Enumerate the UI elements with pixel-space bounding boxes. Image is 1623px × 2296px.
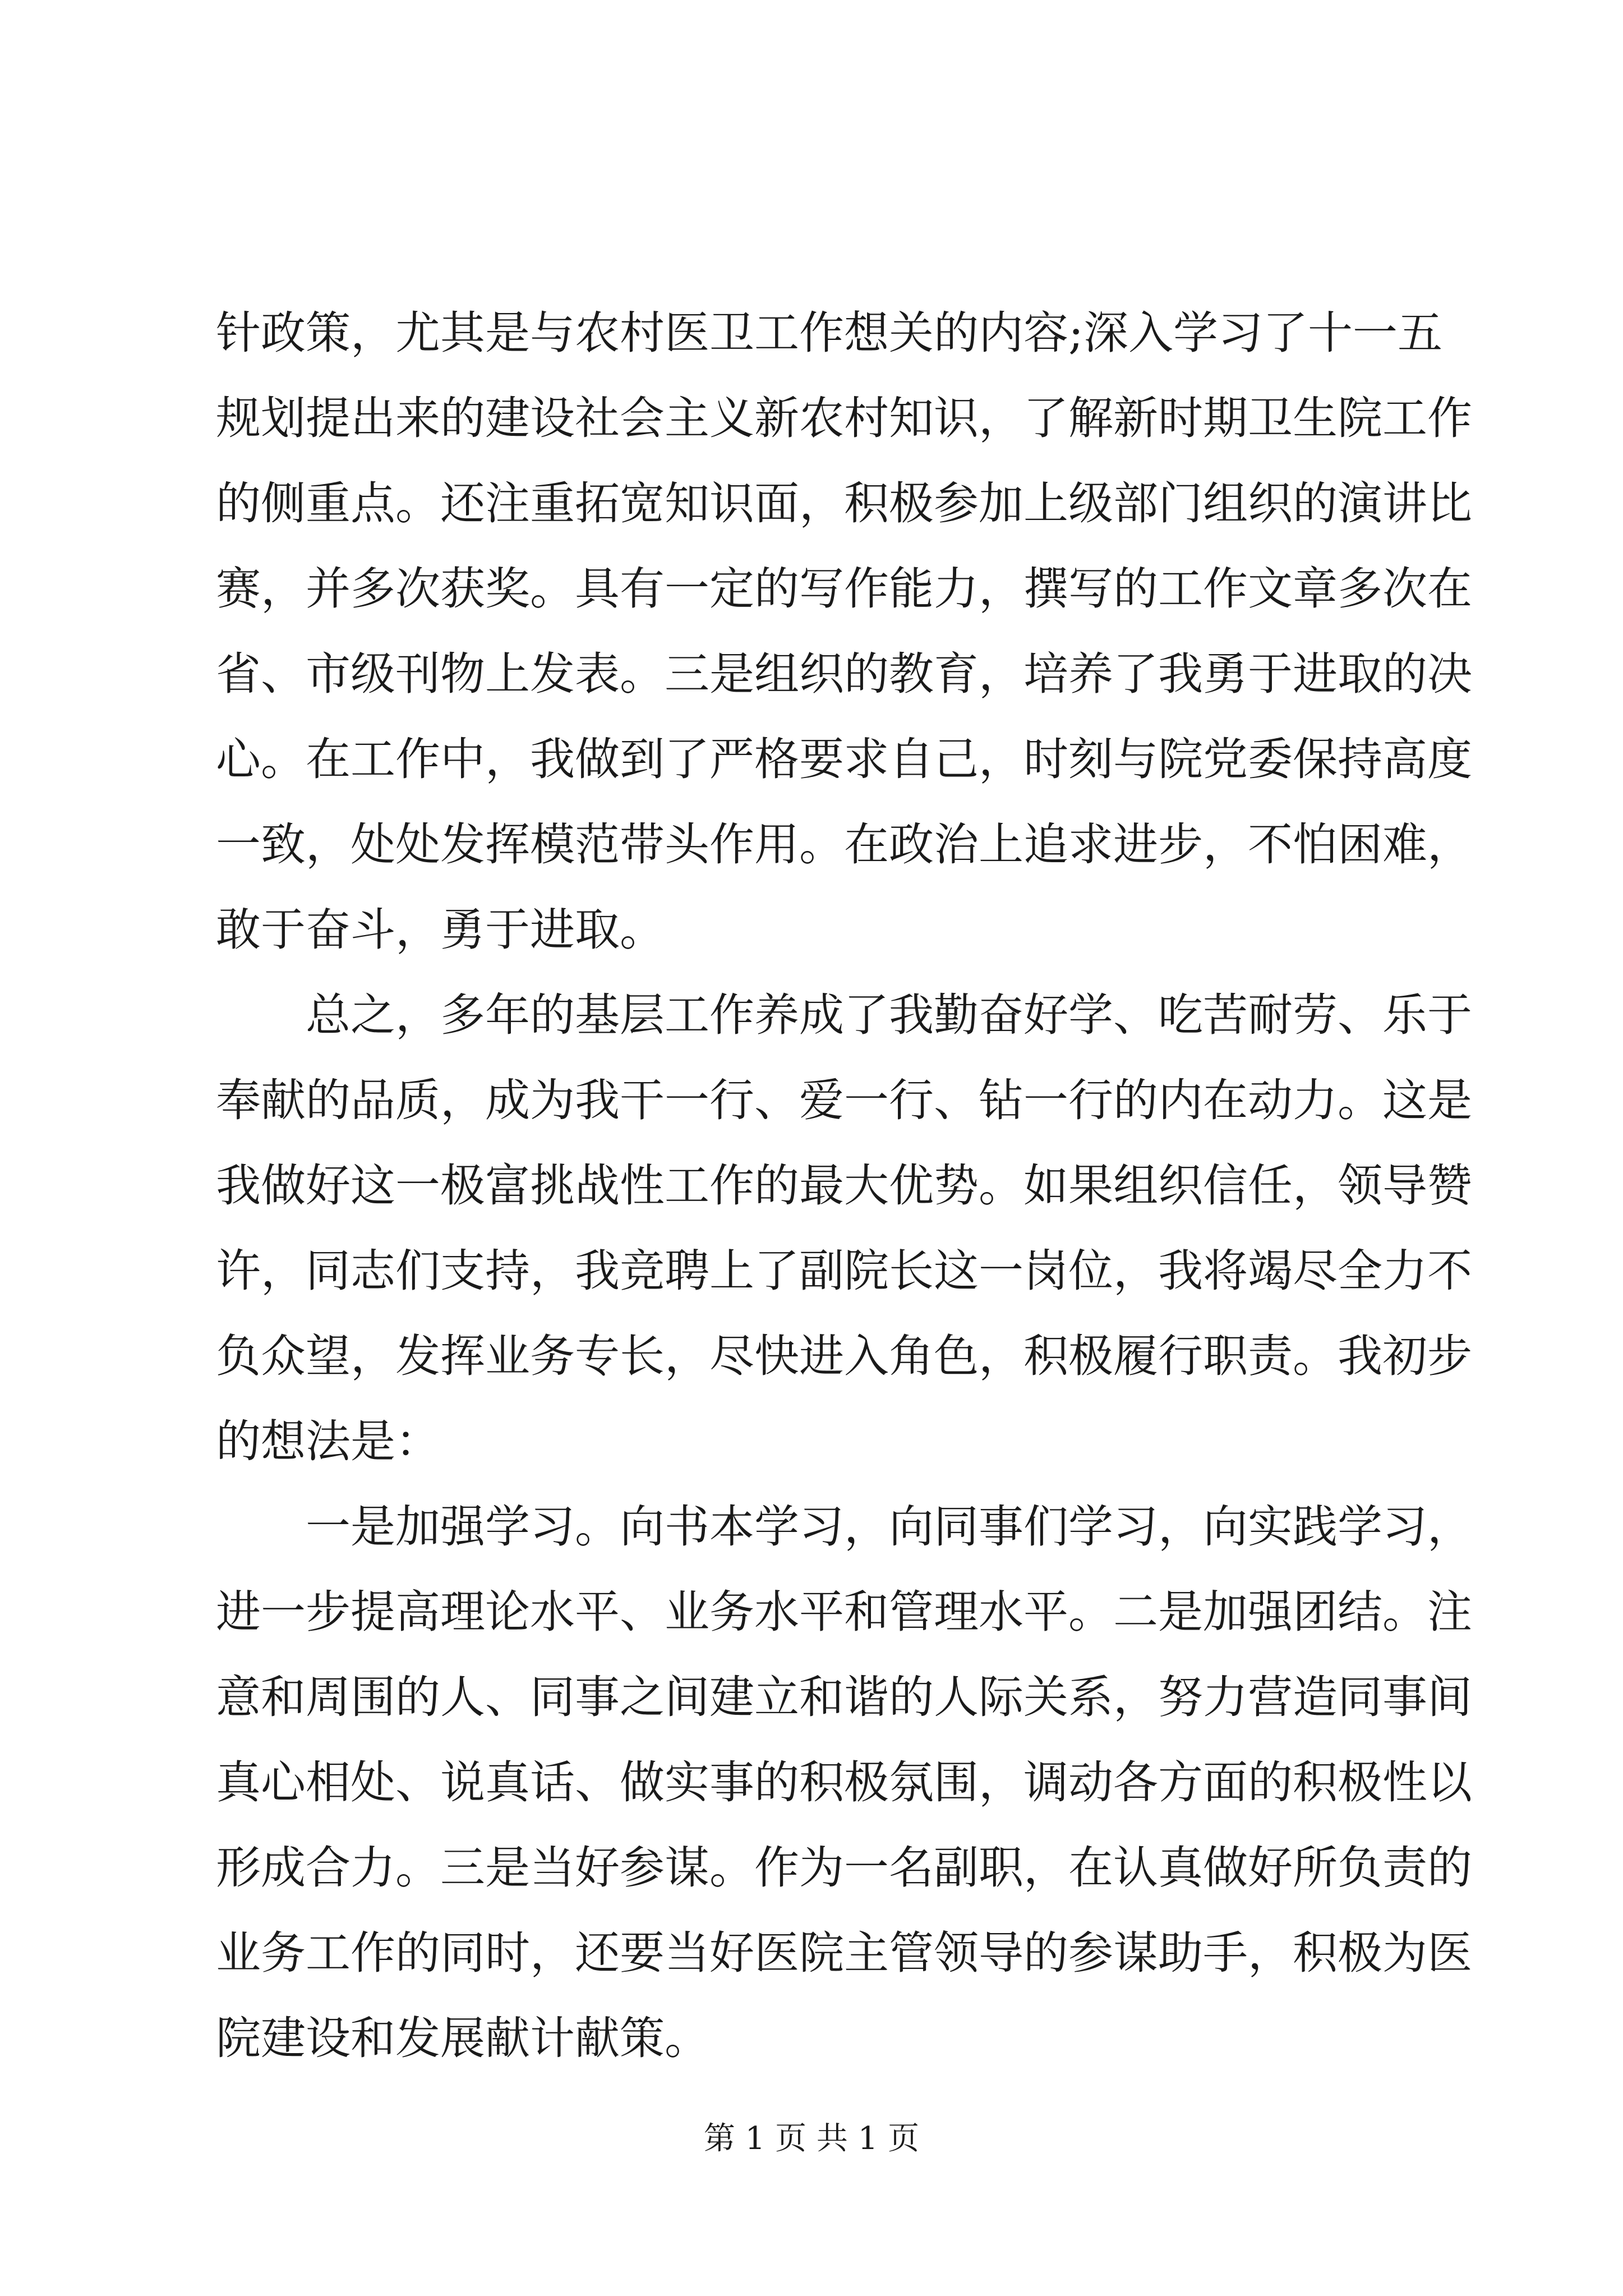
text-line: 省、市级刊物上发表。三是组织的教育，培养了我勇于进取的决	[216, 648, 1472, 700]
text-line: 院建设和发展献计献策。	[216, 2012, 709, 2064]
text-line: 真心相处、说真话、做实事的积极氛围，调动各方面的积极性以	[216, 1756, 1472, 1809]
text-line: 的想法是：	[216, 1415, 440, 1467]
page-number-footer: 第 1 页 共 1 页	[703, 2120, 920, 2157]
paragraph	[216, 973, 1472, 1484]
text-line: 形成合力。三是当好参谋。作为一名副职，在认真做好所负责的	[216, 1842, 1472, 1894]
text-line: 针政策，尤其是与农村医卫工作想关的内容;深入学习了十一五	[216, 307, 1442, 359]
document-body	[216, 291, 1472, 2081]
text-line: 进一步提高理论水平、业务水平和管理水平。二是加强团结。注	[216, 1586, 1472, 1638]
text-line: 规划提出来的建设社会主义新农村知识，了解新时期卫生院工作	[216, 392, 1472, 444]
text-line: 敢于奋斗，勇于进取。	[216, 904, 665, 956]
paragraph	[216, 291, 1472, 973]
text-line: 我做好这一极富挑战性工作的最大优势。如果组织信任，领导赞	[216, 1159, 1472, 1212]
text-line: 总之，多年的基层工作养成了我勤奋好学、吃苦耐劳、乐于	[306, 989, 1472, 1041]
text-line: 意和周围的人、同事之间建立和谐的人际关系，努力营造同事间	[216, 1671, 1472, 1723]
text-line: 的侧重点。还注重拓宽知识面，积极参加上级部门组织的演讲比	[216, 477, 1472, 530]
text-line: 一是加强学习。向书本学习，向同事们学习，向实践学习，	[306, 1501, 1472, 1553]
text-line: 赛，并多次获奖。具有一定的写作能力，撰写的工作文章多次在	[216, 563, 1472, 615]
text-line: 许，同志们支持，我竞聘上了副院长这一岗位，我将竭尽全力不	[216, 1245, 1472, 1297]
text-line: 奉献的品质，成为我干一行、爱一行、钻一行的内在动力。这是	[216, 1074, 1472, 1126]
text-line: 心。在工作中，我做到了严格要求自己，时刻与院党委保持高度	[216, 733, 1472, 785]
paragraph	[216, 1484, 1472, 2081]
text-line: 业务工作的同时，还要当好医院主管领导的参谋助手，积极为医	[216, 1927, 1472, 1979]
text-line: 负众望，发挥业务专长，尽快进入角色，积极履行职责。我初步	[216, 1330, 1472, 1382]
text-line: 一致，处处发挥模范带头作用。在政治上追求进步，不怕困难，	[216, 818, 1472, 871]
